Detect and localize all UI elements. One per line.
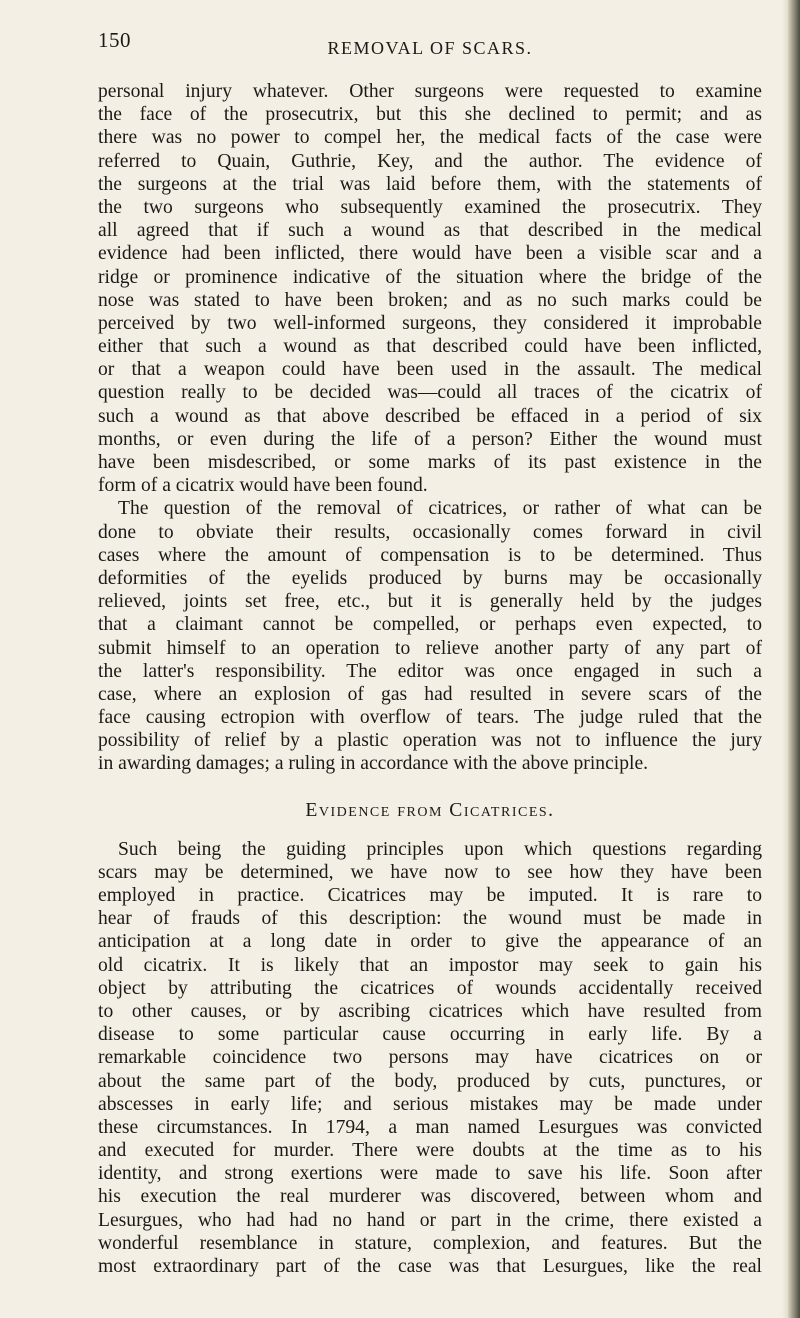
- text-line: to other causes, or by ascribing cicatrices which have resulted from: [98, 1000, 762, 1022]
- section-heading: Evidence from Cicatrices.: [305, 799, 555, 821]
- text-line: evidence had been inflicted, there would have been a visible scar and a: [98, 243, 762, 265]
- text-line: disease to some particular cause occurring in early life. By a: [98, 1024, 762, 1046]
- text-line: about the same part of the body, produced by cuts, punctures, or: [98, 1070, 762, 1092]
- text-line: Such being the guiding principles upon which questions regarding: [118, 838, 762, 860]
- text-line: Lesurgues, who had had no hand or part in the crime, there existed a: [98, 1209, 762, 1231]
- text-line: the two surgeons who subsequently examined the prosecutrix. They: [98, 196, 762, 218]
- text-line: form of a cicatrix would have been found.: [98, 475, 428, 497]
- text-line: have been misdescribed, or some marks of its past existence in the: [98, 452, 762, 473]
- text-line: face causing ectropion with overflow of tears. The judge ruled that the: [98, 707, 762, 729]
- text-line: possibility of relief by a plastic operation was not to influence the jury: [98, 730, 762, 752]
- text-line: that a claimant cannot be compelled, or perhaps even expected, to: [98, 614, 762, 636]
- text-line: employed in practice. Cicatrices may be imputed. It is rare to: [98, 885, 762, 906]
- text-line: referred to Quain, Guthrie, Key, and the author. The evidence of: [98, 150, 762, 172]
- text-line: perceived by two well-informed surgeons, they considered it improbable: [98, 312, 762, 334]
- text-line: hear of frauds of this description: the wound must be made in: [98, 908, 762, 930]
- text-line: relieved, joints set free, etc., but it is generally held by the judges: [98, 591, 762, 613]
- paragraph-2: [98, 497, 762, 775]
- text-line: these circumstances. In 1794, a man named Lesurgues was convicted: [98, 1116, 762, 1138]
- running-head: REMOVAL OF SCARS.: [327, 38, 533, 58]
- page-header: [98, 28, 762, 64]
- text-line: nose was stated to have been broken; and as no such marks could be: [98, 289, 762, 311]
- text-line: anticipation at a long date in order to give the appearance of an: [98, 931, 762, 953]
- text-line: such a wound as that above described be effaced in a period of six: [98, 405, 762, 427]
- text-line: all agreed that if such a wound as that described in the medical: [98, 220, 762, 242]
- text-line: The question of the removal of cicatrices, or rather of what can be: [118, 498, 762, 520]
- page-number: 150: [98, 28, 131, 52]
- text-line: personal injury whatever. Other surgeons were requested to examine: [98, 81, 762, 102]
- paragraph-3: [98, 838, 762, 1279]
- text-line: case, where an explosion of gas had resulted in severe scars of the: [98, 683, 762, 705]
- text-line: old cicatrix. It is likely that an impostor may seek to gain his: [98, 954, 762, 976]
- text-line: cases where the amount of compensation is to be determined. Thus: [98, 544, 762, 566]
- text-line: the latter's responsibility. The editor was once engaged in such a: [98, 660, 762, 682]
- text-line: submit himself to an operation to relieve another party of any part of: [98, 637, 762, 659]
- text-line: most extraordinary part of the case was that Lesurgues, like the real: [98, 1256, 762, 1277]
- text-line: either that such a wound as that described could have been inflicted,: [98, 336, 762, 358]
- text-line: or that a weapon could have been used in the assault. The medical: [98, 359, 762, 381]
- text-line: the surgeons at the trial was laid before them, with the statements of: [98, 173, 762, 195]
- text-line: ridge or prominence indicative of the situation where the bridge of the: [98, 266, 762, 288]
- text-line: question really to be decided was—could all traces of the cicatrix of: [98, 382, 762, 404]
- text-line: and executed for murder. There were doubts at the time as to his: [98, 1140, 762, 1162]
- text-line: wonderful resemblance in stature, complexion, and features. But the: [98, 1232, 762, 1254]
- text-line: done to obviate their results, occasionally comes forward in civil: [98, 521, 762, 543]
- body-text: [98, 80, 762, 1278]
- text-line: abscesses in early life; and serious mistakes may be made under: [98, 1093, 762, 1115]
- text-line: the face of the prosecutrix, but this she declined to permit; and as: [98, 104, 762, 126]
- text-line: identity, and strong exertions were made to save his life. Soon after: [98, 1163, 762, 1185]
- text-line: in awarding damages; a ruling in accordance with the above principle.: [98, 753, 649, 775]
- text-line: object by attributing the cicatrices of wounds accidentally received: [98, 977, 762, 999]
- paragraph-1: [98, 80, 762, 497]
- text-line: scars may be determined, we have now to see how they have been: [98, 861, 762, 883]
- text-line: months, or even during the life of a person? Either the wound must: [98, 428, 762, 450]
- text-line: deformities of the eyelids produced by burns may be occasionally: [98, 567, 762, 589]
- text-line: remarkable coincidence two persons may have cicatrices on or: [98, 1047, 762, 1069]
- text-line: his execution the real murderer was discovered, between whom and: [98, 1186, 762, 1208]
- text-line: there was no power to compel her, the medical facts of the case were: [98, 127, 762, 149]
- page-edge: [788, 0, 800, 1318]
